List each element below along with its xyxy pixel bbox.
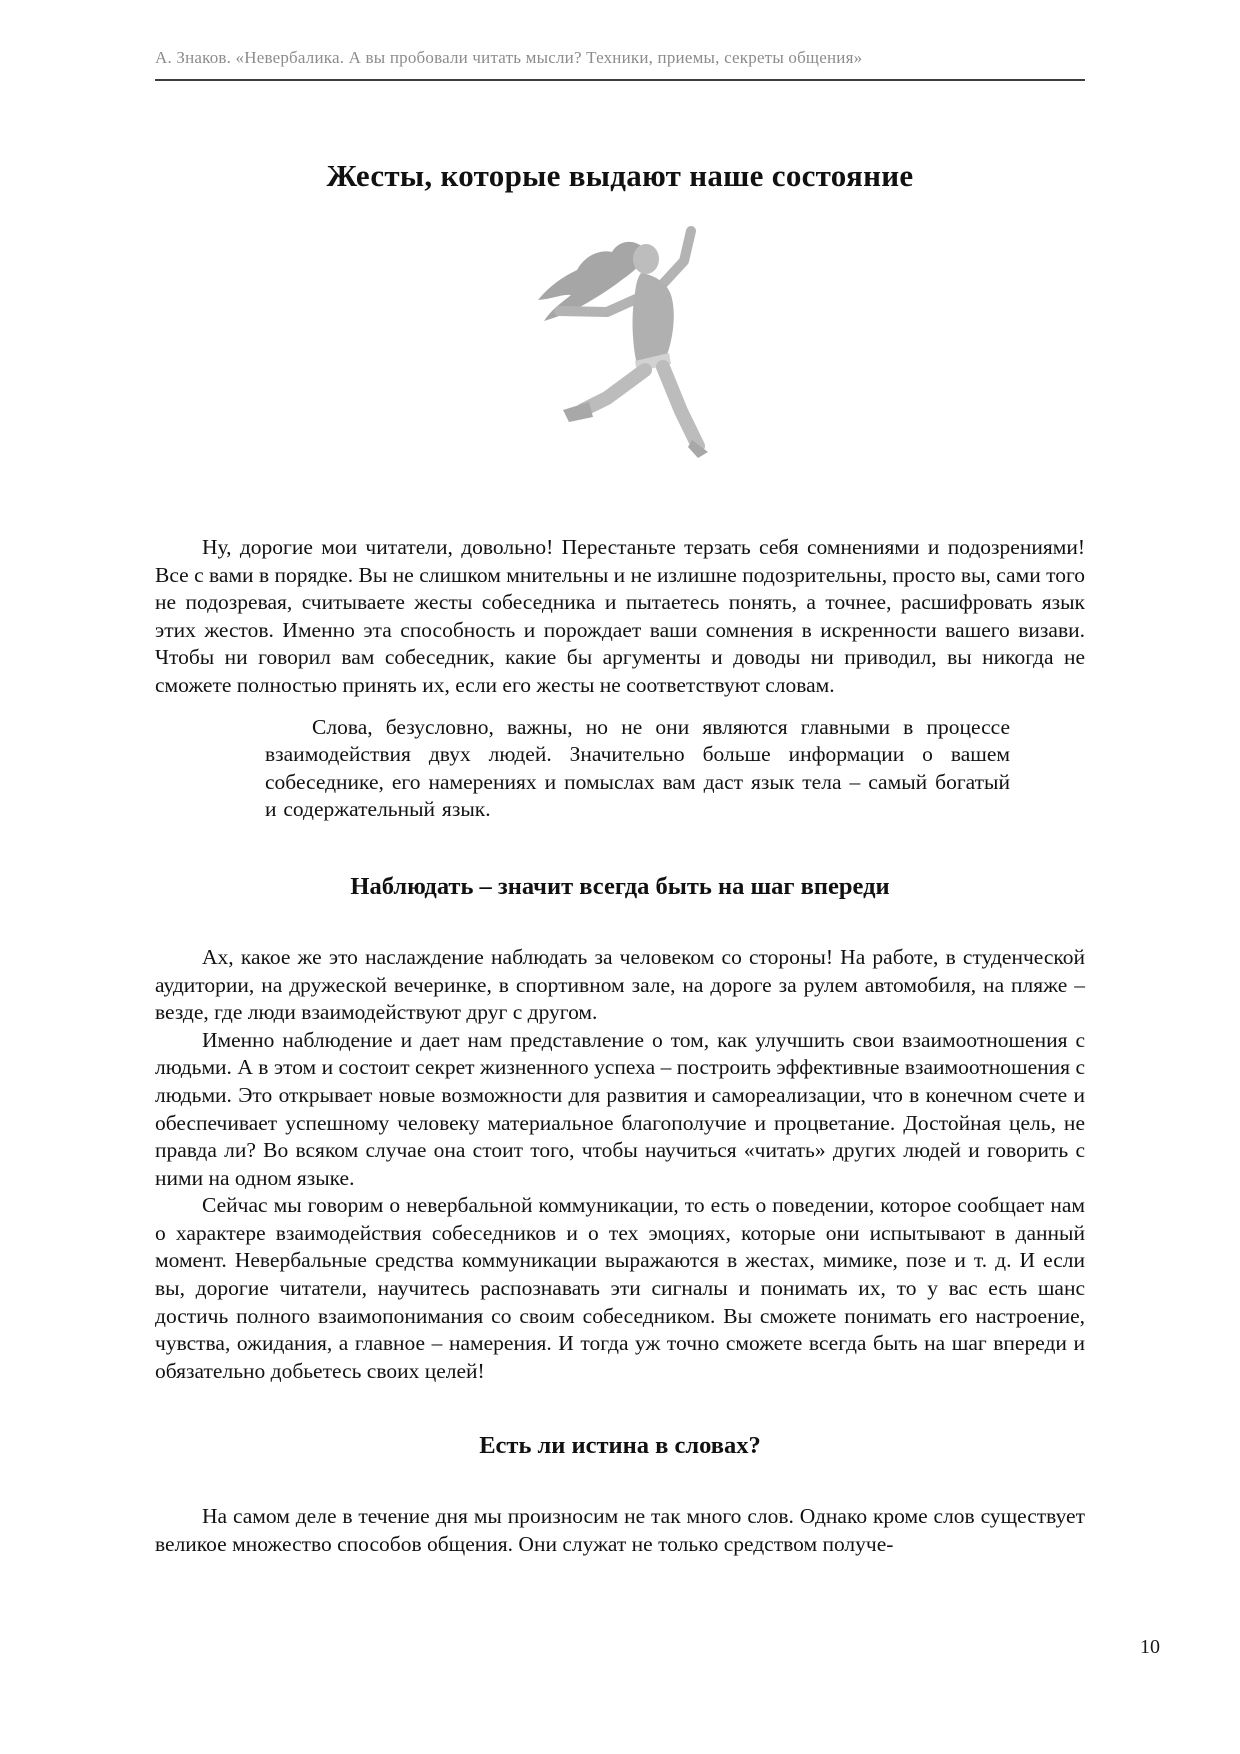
- section2-paragraph-1: На самом деле в течение дня мы произносим не так много слов. Однако кроме слов существует великое множество способов общения. Они служат не только средством получе-: [155, 1504, 1085, 1557]
- back-leg-shape: [663, 367, 698, 446]
- right-arm-shape: [660, 231, 691, 287]
- section-heading-truth-in-words: Есть ли истина в словах?: [479, 1432, 761, 1460]
- running-header: А. Знаков. «Невербалика. А вы пробовали читать мысли? Техники, приемы, секреты общения»: [155, 48, 863, 67]
- page-number: 10: [1140, 1636, 1160, 1658]
- body-text: [155, 534, 1085, 1559]
- front-shoe-shape: [563, 402, 593, 422]
- torso-shape: [633, 273, 674, 365]
- front-leg-shape: [583, 370, 645, 410]
- section-heading-observe: Наблюдать – значит всегда быть на шаг впереди: [350, 872, 890, 900]
- illustration-container: [495, 215, 745, 460]
- intro-paragraph: Ну, дорогие мои читатели, довольно! Перестаньте терзать себя сомнениями и подозрениями! Все с вами в порядке. Вы не слишком мнительны и не излишне подозрительны, просто вы, сами того не подозревая, считываете жесты собеседника и пытаетесь понять, а точнее, расшифровать язык этих жестов. Именно эта способность и порождает ваши сомнения в искренности вашего визави. Чтобы ни говорил вам собеседник, какие бы аргументы и доводы ни приводил, вы никогда не сможете полностью принять их, если его жесты не соответствуют словам.: [155, 535, 1085, 697]
- page-title: Жесты, которые выдают наше состояние: [326, 158, 914, 193]
- section1-paragraph-1: Ах, какое же это наслаждение наблюдать за человеком со стороны! На работе, в студенческой аудитории, на дружеской вечеринке, в спортивном зале, на дороге за рулем автомобиля, на пляже – везде, где люди взаимодействуют друг с другом.: [155, 944, 1085, 1025]
- inset-quote-block: [265, 714, 1010, 824]
- section1-paragraph-2: Именно наблюдение и дает нам представление о том, как улучшить свои взаимоотношения с людьми. А в этом и состоит секрет жизненного успеха – построить эффективные взаимоотношения с людьми. Это открывает новые возможности для развития и самореализации, что в конечном счете и обеспечивает успешному человеку материальное благополучие и процветание. Достойная цель, не правда ли? Во всяком случае она стоит того, чтобы научиться «читать» других людей и говорить с ними на одном языке.: [155, 1027, 1085, 1190]
- head-shape: [633, 244, 659, 274]
- header-rule: [155, 79, 1085, 81]
- jumping-woman-icon: [495, 215, 745, 460]
- section1-paragraph-3: Сейчас мы говорим о невербальной коммуникации, то есть о поведении, которое сообщает нам о характере взаимодействия собеседников и о тех эмоциях, которые они испытывают в данный момент. Невербальные средства коммуникации выражаются в жестах, мимике, позе и т. д. И если вы, дорогие читатели, научитесь распознавать эти сигналы и понимать их, то у вас есть шанс достичь полного взаимопонимания со своим собеседником. Вы сможете понимать его настроение, чувства, ожидания, а главное – намерения. И тогда уж точно сможете всегда быть на шаг впереди и обязательно добьетесь своих целей!: [155, 1193, 1085, 1383]
- quote-paragraph: Слова, безусловно, важны, но не они являются главными в процессе взаимодействия двух людей. Значительно больше информации о вашем собеседнике, его намерениях и помыслах вам даст язык тела – самый богатый и содержательный язык.: [265, 714, 1010, 822]
